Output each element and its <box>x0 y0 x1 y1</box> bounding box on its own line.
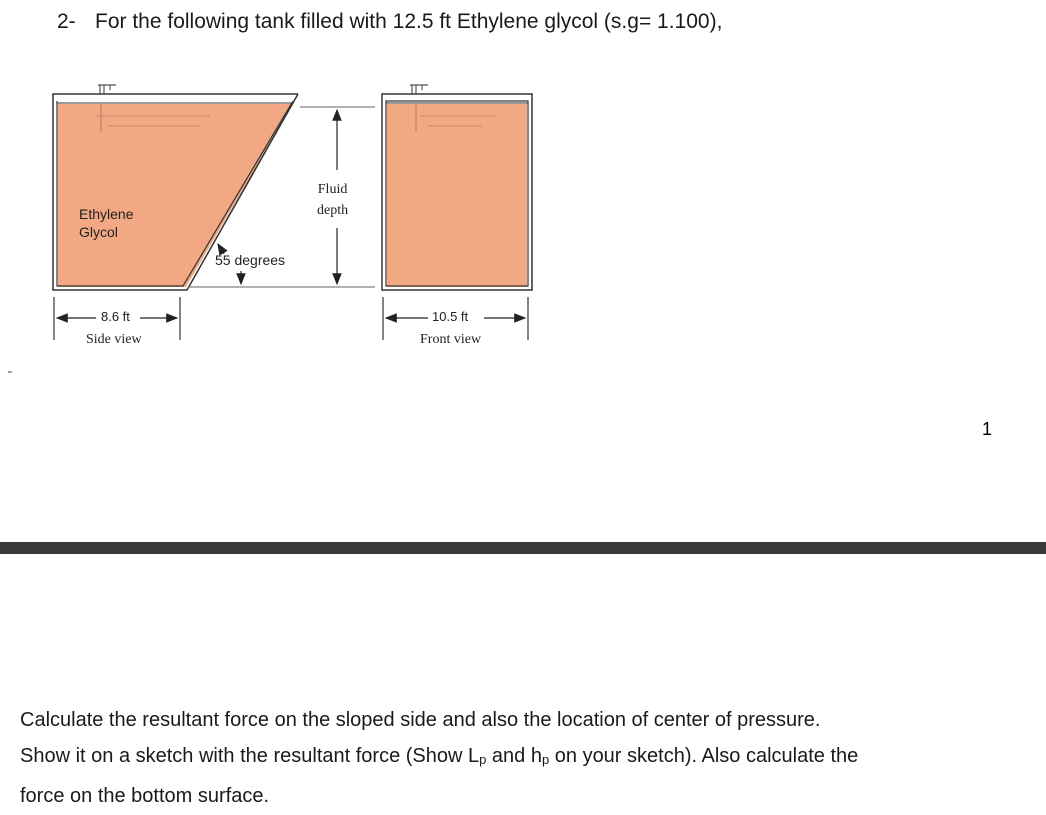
fluid-depth-line2: depth <box>317 203 349 218</box>
page-break <box>0 542 1046 554</box>
vent-pipe-icon <box>98 85 116 94</box>
instruction-paragraph <box>20 702 858 814</box>
fluid-depth-line1: Fluid <box>317 182 348 197</box>
instruction-line1: Calculate the resultant force on the sloped side and also the location of center of pressure. <box>20 709 821 731</box>
instruction-line2: Show it on a sketch with the resultant force (Show Lp and hp on your sketch). Also calculate the <box>20 745 859 767</box>
fluid-label <box>79 205 133 241</box>
side-view-label: Side view <box>86 332 142 347</box>
page-number: 1 <box>982 419 993 439</box>
fluid-label-line2: Glycol <box>79 224 118 240</box>
fluid-depth-label <box>317 179 348 221</box>
front-view-label: Front view <box>420 332 482 347</box>
fluid-label-line1: Ethylene <box>79 206 134 222</box>
front-view-tank <box>382 85 532 290</box>
question-number: 2- <box>57 10 76 33</box>
angle-label: 55 degrees <box>215 252 286 268</box>
vent-pipe-icon <box>410 85 428 94</box>
question-text: For the following tank filled with 12.5 ft Ethylene glycol (s.g= 1.100), <box>95 10 723 33</box>
front-fluid <box>387 104 527 287</box>
tank-figure <box>0 0 1046 400</box>
side-width-label: 8.6 ft <box>101 309 130 324</box>
instruction-line3: force on the bottom surface. <box>20 785 270 807</box>
front-width-label: 10.5 ft <box>432 309 469 324</box>
